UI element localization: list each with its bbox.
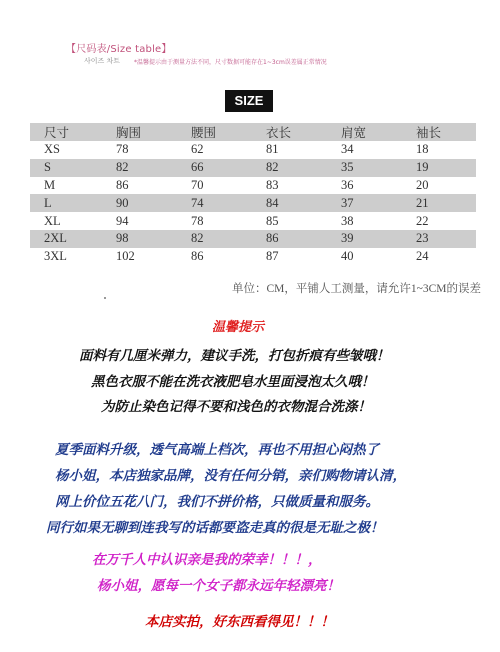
table-cell: 24	[416, 249, 429, 264]
table-cell: 78	[116, 142, 129, 157]
table-cell: 94	[116, 213, 129, 228]
table-cell: 39	[341, 230, 416, 248]
brand-note-line: 同行如果无聊到连我写的话都要盗走真的很是无耻之极！	[46, 520, 384, 536]
table-cell: 84	[266, 194, 341, 212]
table-row	[30, 248, 476, 266]
brand-note-line: 杨小姐，本店独家品牌，没有任何分销，亲们购物请认清，	[55, 468, 406, 484]
table-row	[30, 141, 476, 159]
table-cell: 38	[341, 213, 354, 228]
care-note-line: 黑色衣服不能在洗衣液肥皂水里面浸泡太久哦！	[91, 374, 375, 390]
table-cell: 23	[416, 230, 476, 248]
reminder-title: 温馨提示	[212, 320, 265, 335]
table-cell: 18	[416, 142, 429, 157]
table-cell: 70	[191, 177, 204, 192]
table-cell: 82	[266, 159, 341, 177]
table-cell: 86	[116, 177, 129, 192]
table-cell: 35	[341, 159, 416, 177]
table-cell: 21	[416, 194, 476, 212]
decorative-dot	[104, 297, 106, 299]
table-cell: 90	[116, 194, 191, 212]
korean-size-chart-label: 사이즈 차트	[84, 57, 121, 65]
table-cell: 37	[341, 194, 416, 212]
table-cell: 2XL	[30, 230, 116, 248]
table-row	[30, 212, 476, 230]
table-cell: S	[30, 159, 116, 177]
column-header: 肩宽	[341, 123, 416, 141]
measurement-disclaimer: *温馨提示由于测量方法不同，尺寸数据可能存在1~3cm误差属正常情况	[134, 59, 327, 66]
table-cell: 74	[191, 194, 266, 212]
brand-note-line: 夏季面料升级，透气高端上档次，再也不用担心闷热了	[55, 442, 379, 458]
size-table-heading: 【尺码表/Size table】	[66, 44, 172, 55]
table-cell: 83	[266, 177, 279, 192]
table-cell: 98	[116, 230, 191, 248]
table-row	[30, 194, 476, 212]
size-badge: SIZE	[225, 90, 273, 112]
table-cell: 82	[191, 230, 266, 248]
column-header: 衣长	[266, 123, 341, 141]
table-cell: 66	[191, 159, 266, 177]
greeting-line: 杨小姐，愿每一个女子都永远年轻漂亮！	[97, 578, 340, 594]
table-cell: 85	[266, 213, 279, 228]
table-cell: 22	[416, 213, 429, 228]
column-header: 尺寸	[30, 123, 116, 141]
table-cell: 87	[266, 249, 279, 264]
column-header: 胸围	[116, 123, 191, 141]
table-cell: 86	[266, 230, 341, 248]
table-cell: 19	[416, 159, 476, 177]
table-cell: 20	[416, 177, 429, 192]
table-cell: XL	[44, 213, 61, 228]
table-row	[30, 230, 476, 248]
size-table	[30, 123, 476, 266]
table-cell: 36	[341, 177, 354, 192]
column-header: 袖长	[416, 123, 476, 141]
greeting-line: 在万千人中认识亲是我的荣幸！！！，	[92, 552, 322, 568]
table-row	[30, 159, 476, 177]
table-cell: 82	[116, 159, 191, 177]
table-cell: 78	[191, 213, 204, 228]
table-cell: M	[44, 177, 56, 192]
care-note-line: 面料有几厘米弹力，建议手洗，打包折痕有些皱哦！	[79, 348, 390, 364]
table-cell: 34	[341, 142, 354, 157]
table-cell: L	[30, 194, 116, 212]
table-cell: 86	[191, 249, 204, 264]
real-photo-note: 本店实拍，好东西看得见！！！	[145, 614, 334, 630]
table-cell: 62	[191, 142, 204, 157]
care-note-line: 为防止染色记得不要和浅色的衣物混合洗涤！	[101, 399, 371, 415]
table-cell: XS	[44, 142, 60, 157]
unit-note: 单位：CM，平铺人工测量，请允许1~3CM的误差	[232, 283, 482, 295]
table-cell: 40	[341, 249, 354, 264]
table-row	[30, 177, 476, 195]
brand-note-line: 网上价位五花八门，我们不拼价格，只做质量和服务。	[55, 494, 379, 510]
table-cell: 81	[266, 142, 279, 157]
table-cell: 102	[116, 249, 135, 264]
column-header: 腰围	[191, 123, 266, 141]
table-header-row	[30, 123, 476, 141]
table-cell: 3XL	[44, 249, 67, 264]
